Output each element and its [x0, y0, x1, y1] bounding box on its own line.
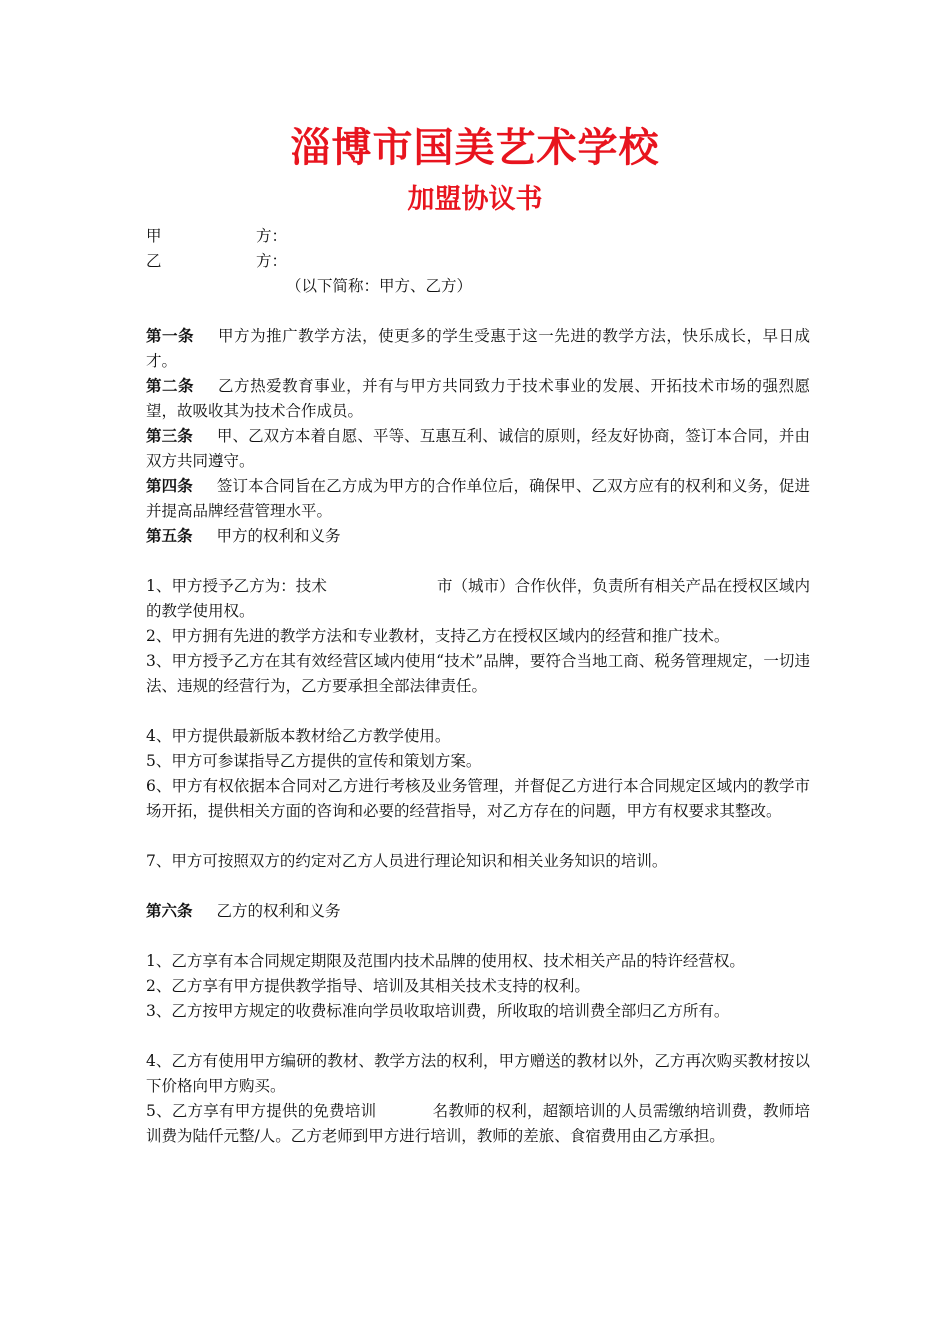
art5-item-1-part-b: 市（城市）合作伙伴，负责所有相关产品在授权区域内的教学使用权。: [146, 577, 810, 620]
party-b-line: [146, 249, 810, 274]
art5-item-2: 2、甲方拥有先进的教学方法和专业教材，支持乙方在授权区域内的经营和推广技术。: [146, 627, 730, 645]
abbreviation-note: （以下简称：甲方、乙方）: [286, 277, 473, 295]
article-text: 签订本合同旨在乙方成为甲方的合作单位后，确保甲、乙双方应有的权利和义务，促进并提高品牌经营管理水平。: [146, 477, 810, 520]
article-number: 第三条: [146, 427, 193, 445]
document-subtitle: 加盟协议书: [407, 184, 543, 215]
article-text: 甲方的权利和义务: [216, 527, 341, 545]
article-text: 乙方的权利和义务: [216, 902, 341, 920]
article-number: 第六条: [146, 902, 193, 920]
art5-item-4: 4、甲方提供最新版本教材给乙方教学使用。: [146, 727, 451, 745]
art6-item-1: 1、乙方享有本合同规定期限及范围内技术品牌的使用权、技术相关产品的特许经营权。: [146, 952, 745, 970]
party-b-suffix: 方：: [256, 252, 288, 270]
art5-item-7: 7、甲方可按照双方的约定对乙方人员进行理论知识和相关业务知识的培训。: [146, 852, 668, 870]
article-4: [146, 474, 810, 524]
article-number: 第四条: [146, 477, 193, 495]
article-number: 第一条: [146, 327, 195, 345]
article-1: [146, 324, 810, 374]
party-a-line: [146, 224, 810, 249]
art5-item-1: [146, 574, 810, 624]
art5-item-1-part-a: 1、甲方授予乙方为：技术: [146, 577, 327, 595]
party-a-label: 甲: [146, 227, 162, 245]
art6-item-5-part-b: 名教师的权利，超额培训的人员需缴纳培训费，教师培训费为陆仟元整/人。乙方老师到甲方进行培训，教师的差旅、食宿费用由乙方承担。: [146, 1102, 810, 1145]
party-a-suffix: 方：: [256, 227, 288, 245]
art6-item-5-part-a: 5、乙方享有甲方提供的免费培训: [146, 1102, 377, 1120]
art6-item-3: 3、乙方按甲方规定的收费标准向学员收取培训费，所收取的培训费全部归乙方所有。: [146, 1002, 730, 1020]
art5-item-3: 3、甲方授予乙方在其有效经营区域内使用“技术”品牌，要符合当地工商、税务管理规定，一切违法、违规的经营行为，乙方要承担全部法律责任。: [146, 652, 810, 695]
article-text: 甲、乙双方本着自愿、平等、互惠互利、诚信的原则，经友好协商，签订本合同，并由双方共同遵守。: [146, 427, 810, 470]
article-3: [146, 424, 810, 474]
article-number: 第二条: [146, 377, 195, 395]
article-2: [146, 374, 810, 424]
art6-item-4: 4、乙方有使用甲方编研的教材、教学方法的权利，甲方赠送的教材以外，乙方再次购买教材按以下价格向甲方购买。: [146, 1052, 810, 1095]
article-5: [146, 524, 810, 549]
article-number: 第五条: [146, 527, 193, 545]
art6-item-5: [146, 1099, 810, 1149]
document-title: 淄博市国美艺术学校: [290, 125, 660, 171]
art6-item-2: 2、乙方享有甲方提供教学指导、培训及其相关技术支持的权利。: [146, 977, 590, 995]
article-text: 乙方热爱教育事业，并有与甲方共同致力于技术事业的发展、开拓技术市场的强烈愿望，故吸收其为技术合作成员。: [146, 377, 810, 420]
party-b-label: 乙: [146, 252, 162, 270]
article-6: [146, 899, 810, 924]
art5-item-5: 5、甲方可参谋指导乙方提供的宣传和策划方案。: [146, 752, 482, 770]
art5-item-6: 6、甲方有权依据本合同对乙方进行考核及业务管理，并督促乙方进行本合同规定区域内的教学市场开拓，提供相关方面的咨询和必要的经营指导，对乙方存在的问题，甲方有权要求其整改。: [146, 777, 810, 820]
document-body: [146, 224, 810, 1149]
article-text: 甲方为推广教学方法，使更多的学生受惠于这一先进的教学方法，快乐成长，早日成才。: [146, 327, 810, 370]
